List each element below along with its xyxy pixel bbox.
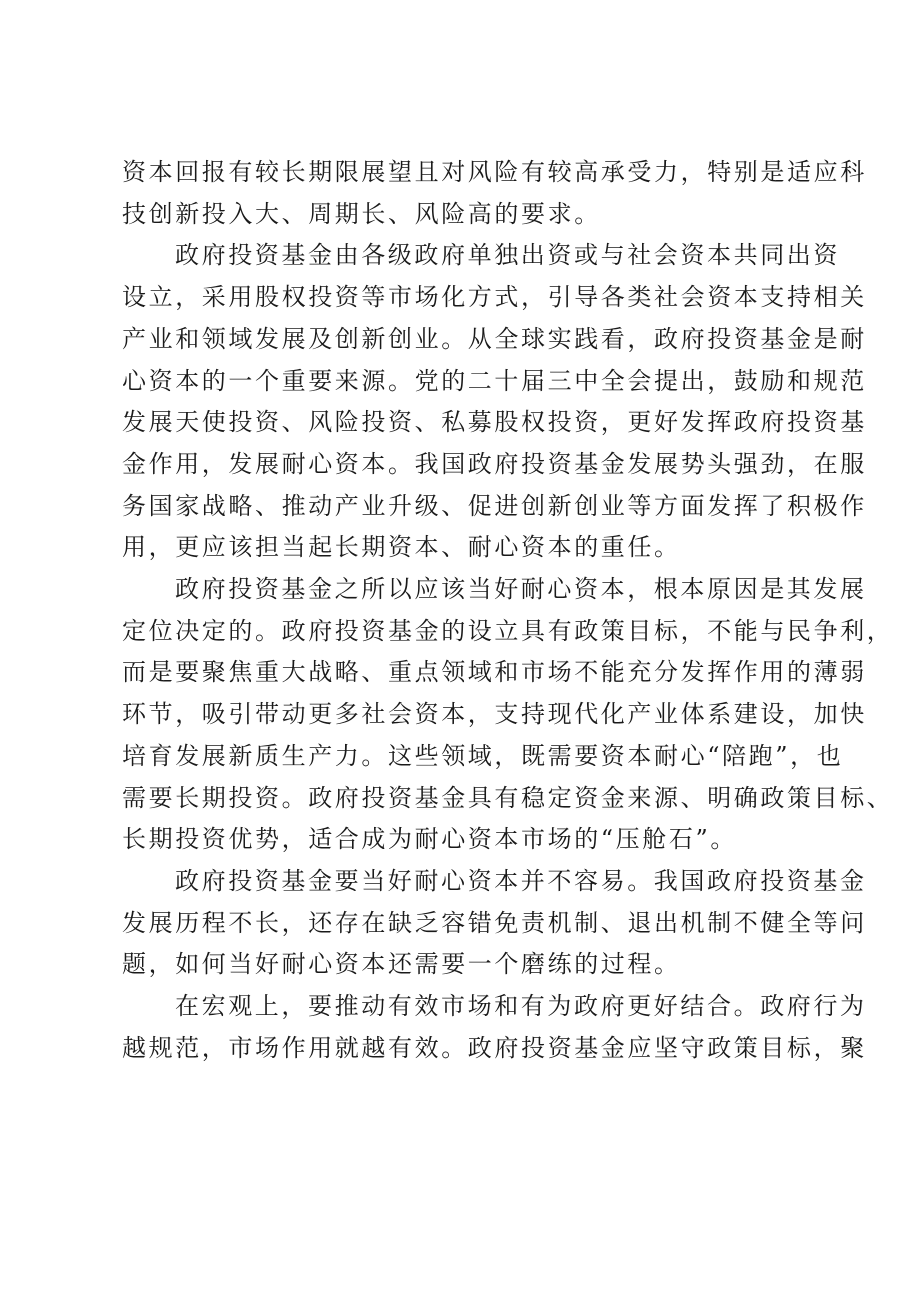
text-line: 务国家战略、推动产业升级、促进创新创业等方面发挥了积极作 bbox=[122, 491, 867, 520]
text-line: 培育发展新质生产力。这些领域，既需要资本耐心“陪跑”，也 bbox=[122, 741, 844, 770]
text-line: 发展天使投资、风险投资、私募股权投资，更好发挥政府投资基 bbox=[122, 408, 867, 437]
text-line: 政府投资基金要当好耐心资本并不容易。我国政府投资基金 bbox=[175, 866, 867, 895]
text-line: 而是要聚焦重大战略、重点领域和市场不能充分发挥作用的薄弱 bbox=[122, 658, 867, 687]
text-line: 越规范，市场作用就越有效。政府投资基金应坚守政策目标，聚 bbox=[122, 1033, 867, 1062]
text-line: 题，如何当好耐心资本还需要一个磨练的过程。 bbox=[122, 950, 681, 979]
text-line: 金作用，发展耐心资本。我国政府投资基金发展势头强劲，在服 bbox=[122, 449, 867, 478]
text-line: 产业和领域发展及创新创业。从全球实践看，政府投资基金是耐 bbox=[122, 324, 867, 353]
paragraph-3 bbox=[122, 569, 894, 861]
text-line: 长期投资优势，适合成为耐心资本市场的“压舱石”。 bbox=[122, 825, 737, 854]
paragraph-1 bbox=[122, 152, 867, 235]
text-line: 技创新投入大、周期长、风险高的要求。 bbox=[122, 199, 601, 228]
text-line: 心资本的一个重要来源。党的二十届三中全会提出，鼓励和规范 bbox=[122, 366, 867, 395]
text-line: 环节，吸引带动更多社会资本，支持现代化产业体系建设，加快 bbox=[122, 700, 867, 729]
text-line: 政府投资基金由各级政府单独出资或与社会资本共同出资 bbox=[175, 241, 840, 270]
text-line: 政府投资基金之所以应该当好耐心资本，根本原因是其发展 bbox=[175, 575, 867, 604]
text-line: 定位决定的。政府投资基金的设立具有政策目标，不能与民争利， bbox=[122, 616, 894, 645]
paragraph-4 bbox=[122, 861, 867, 986]
paragraph-2 bbox=[122, 235, 867, 569]
text-line: 发展历程不长，还存在缺乏容错免责机制、退出机制不健全等问 bbox=[122, 908, 867, 937]
text-line: 资本回报有较长期限展望且对风险有较高承受力，特别是适应科 bbox=[122, 158, 867, 186]
article-body bbox=[122, 152, 894, 1069]
text-line: 设立，采用股权投资等市场化方式，引导各类社会资本支持相关 bbox=[122, 283, 867, 312]
text-line: 需要长期投资。政府投资基金具有稳定资金来源、明确政策目标、 bbox=[122, 783, 894, 812]
paragraph-5 bbox=[122, 986, 867, 1069]
text-line: 在宏观上，要推动有效市场和有为政府更好结合。政府行为 bbox=[175, 992, 867, 1021]
text-line: 用，更应该担当起长期资本、耐心资本的重任。 bbox=[122, 533, 681, 562]
